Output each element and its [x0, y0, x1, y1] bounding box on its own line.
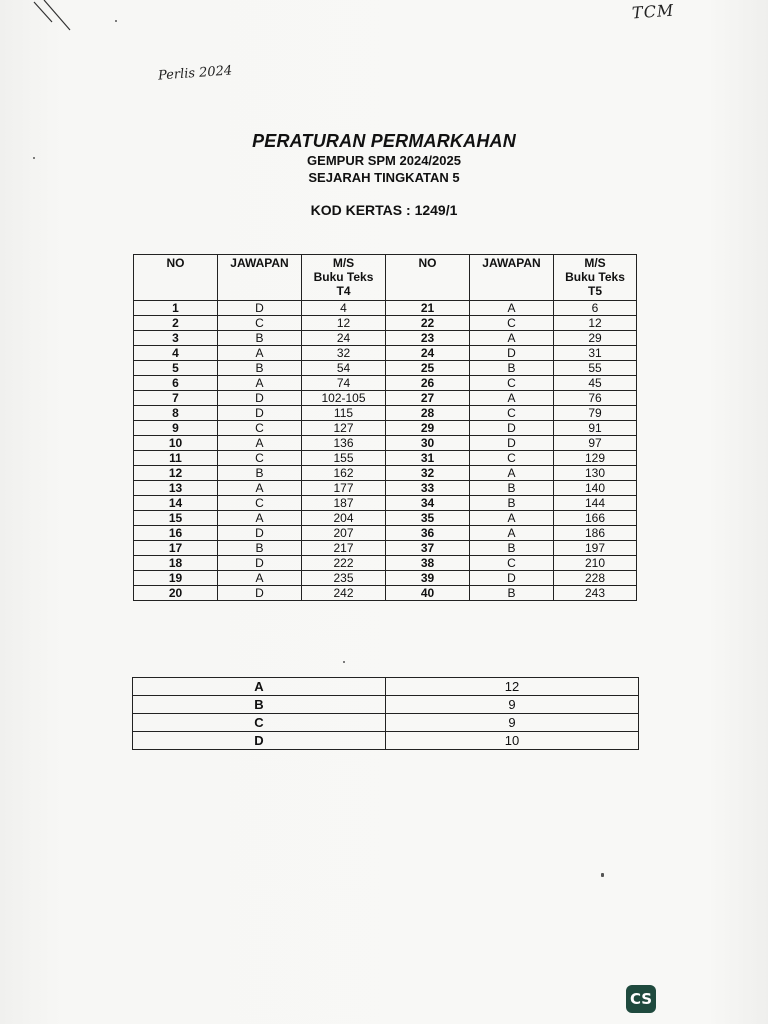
answer-letter: B	[218, 466, 302, 481]
handwritten-initials: TCM	[631, 0, 675, 23]
question-no: 3	[134, 331, 218, 346]
question-no: 7	[134, 391, 218, 406]
answer-row	[134, 361, 637, 376]
speck	[33, 157, 35, 159]
answer-row	[134, 556, 637, 571]
answer-option: A	[133, 678, 386, 696]
answer-row	[134, 511, 637, 526]
answer-letter: C	[470, 406, 554, 421]
answer-letter: A	[218, 571, 302, 586]
textbook-page-t4: 155	[302, 451, 386, 466]
answer-letter: D	[218, 301, 302, 316]
answer-row	[134, 376, 637, 391]
textbook-page-t4: 115	[302, 406, 386, 421]
pen-mark-scribble	[30, 0, 80, 34]
answer-count-table	[132, 677, 639, 750]
textbook-page-t4: 24	[302, 331, 386, 346]
question-no: 10	[134, 436, 218, 451]
textbook-page-t5: 197	[554, 541, 637, 556]
question-no: 13	[134, 481, 218, 496]
answer-table-header-row	[134, 255, 637, 301]
answer-letter: D	[218, 556, 302, 571]
textbook-page-t5: 31	[554, 346, 637, 361]
question-no: 36	[386, 526, 470, 541]
speck	[343, 661, 345, 663]
answer-letter: A	[470, 391, 554, 406]
answer-letter: D	[218, 586, 302, 601]
question-no: 27	[386, 391, 470, 406]
header-page-t4: M/S Buku Teks T4	[302, 255, 386, 301]
answer-letter: B	[470, 586, 554, 601]
answer-count: 10	[386, 732, 639, 750]
textbook-page-t4: 207	[302, 526, 386, 541]
handwritten-note: Perlis 2024	[157, 63, 233, 84]
textbook-page-t5: 79	[554, 406, 637, 421]
answer-letter: A	[218, 346, 302, 361]
textbook-page-t5: 166	[554, 511, 637, 526]
question-no: 9	[134, 421, 218, 436]
answer-letter: A	[470, 511, 554, 526]
paper-code: KOD KERTAS : 1249/1	[310, 202, 458, 218]
textbook-page-t4: 102-105	[302, 391, 386, 406]
answer-letter: B	[218, 541, 302, 556]
header-jawapan-2: JAWAPAN	[470, 255, 554, 301]
count-row	[133, 678, 639, 696]
textbook-page-t5: 228	[554, 571, 637, 586]
header-page-t5: M/S Buku Teks T5	[554, 255, 637, 301]
answer-letter: A	[218, 376, 302, 391]
answer-letter: D	[470, 346, 554, 361]
question-no: 12	[134, 466, 218, 481]
answer-letter: B	[470, 496, 554, 511]
answer-row	[134, 406, 637, 421]
question-no: 28	[386, 406, 470, 421]
answer-letter: D	[470, 571, 554, 586]
textbook-page-t4: 162	[302, 466, 386, 481]
answer-letter: B	[218, 331, 302, 346]
textbook-page-t5: 129	[554, 451, 637, 466]
textbook-page-t5: 140	[554, 481, 637, 496]
question-no: 34	[386, 496, 470, 511]
answer-letter: A	[218, 481, 302, 496]
question-no: 30	[386, 436, 470, 451]
question-no: 25	[386, 361, 470, 376]
answer-letter: B	[470, 361, 554, 376]
answer-letter: A	[470, 526, 554, 541]
question-no: 18	[134, 556, 218, 571]
textbook-page-t5: 144	[554, 496, 637, 511]
answer-letter: A	[470, 301, 554, 316]
answer-letter: C	[218, 421, 302, 436]
textbook-page-t4: 127	[302, 421, 386, 436]
count-row	[133, 696, 639, 714]
camscanner-logo: CS	[626, 985, 656, 1013]
textbook-page-t5: 76	[554, 391, 637, 406]
question-no: 14	[134, 496, 218, 511]
textbook-page-t5: 243	[554, 586, 637, 601]
answer-letter: C	[470, 556, 554, 571]
question-no: 17	[134, 541, 218, 556]
question-no: 6	[134, 376, 218, 391]
answer-row	[134, 466, 637, 481]
textbook-page-t5: 45	[554, 376, 637, 391]
answer-letter: A	[218, 436, 302, 451]
textbook-page-t5: 6	[554, 301, 637, 316]
textbook-page-t5: 29	[554, 331, 637, 346]
textbook-page-t4: 204	[302, 511, 386, 526]
count-row	[133, 714, 639, 732]
answer-option: B	[133, 696, 386, 714]
answer-letter: C	[218, 316, 302, 331]
textbook-page-t4: 74	[302, 376, 386, 391]
question-no: 4	[134, 346, 218, 361]
answer-count: 9	[386, 714, 639, 732]
question-no: 39	[386, 571, 470, 586]
answer-letter: C	[218, 496, 302, 511]
question-no: 33	[386, 481, 470, 496]
answer-row	[134, 541, 637, 556]
document-subtitle-exam: GEMPUR SPM 2024/2025	[307, 153, 461, 168]
textbook-page-t4: 32	[302, 346, 386, 361]
textbook-page-t5: 130	[554, 466, 637, 481]
textbook-page-t4: 54	[302, 361, 386, 376]
question-no: 20	[134, 586, 218, 601]
answer-letter: D	[218, 391, 302, 406]
textbook-page-t5: 91	[554, 421, 637, 436]
question-no: 35	[386, 511, 470, 526]
question-no: 22	[386, 316, 470, 331]
question-no: 19	[134, 571, 218, 586]
question-no: 24	[386, 346, 470, 361]
textbook-page-t4: 217	[302, 541, 386, 556]
question-no: 40	[386, 586, 470, 601]
answer-letter: D	[218, 406, 302, 421]
answer-letter: A	[470, 331, 554, 346]
question-no: 37	[386, 541, 470, 556]
answer-row	[134, 496, 637, 511]
answer-count: 9	[386, 696, 639, 714]
answer-letter: C	[470, 451, 554, 466]
textbook-page-t5: 12	[554, 316, 637, 331]
question-no: 21	[386, 301, 470, 316]
answer-row	[134, 586, 637, 601]
answer-row	[134, 436, 637, 451]
answer-letter: C	[470, 376, 554, 391]
textbook-page-t4: 235	[302, 571, 386, 586]
answer-key-table	[133, 254, 637, 601]
answer-count: 12	[386, 678, 639, 696]
answer-letter: C	[218, 451, 302, 466]
question-no: 2	[134, 316, 218, 331]
answer-letter: D	[218, 526, 302, 541]
answer-letter: C	[470, 316, 554, 331]
textbook-page-t4: 177	[302, 481, 386, 496]
answer-letter: D	[470, 421, 554, 436]
textbook-page-t4: 187	[302, 496, 386, 511]
textbook-page-t4: 222	[302, 556, 386, 571]
textbook-page-t4: 136	[302, 436, 386, 451]
answer-row	[134, 571, 637, 586]
answer-row	[134, 451, 637, 466]
answer-row	[134, 526, 637, 541]
header-no-2: NO	[386, 255, 470, 301]
question-no: 16	[134, 526, 218, 541]
question-no: 8	[134, 406, 218, 421]
answer-letter: B	[470, 481, 554, 496]
question-no: 1	[134, 301, 218, 316]
answer-letter: A	[470, 466, 554, 481]
question-no: 23	[386, 331, 470, 346]
speck	[115, 20, 117, 22]
document-title: PERATURAN PERMARKAHAN	[252, 131, 516, 151]
answer-row	[134, 346, 637, 361]
answer-row	[134, 421, 637, 436]
count-row	[133, 732, 639, 750]
speck	[601, 873, 604, 877]
textbook-page-t5: 186	[554, 526, 637, 541]
answer-letter: B	[470, 541, 554, 556]
answer-row	[134, 316, 637, 331]
answer-row	[134, 301, 637, 316]
question-no: 32	[386, 466, 470, 481]
document-subtitle-subject: SEJARAH TINGKATAN 5	[308, 170, 460, 185]
question-no: 15	[134, 511, 218, 526]
answer-letter: B	[218, 361, 302, 376]
textbook-page-t5: 97	[554, 436, 637, 451]
textbook-page-t4: 4	[302, 301, 386, 316]
header-jawapan: JAWAPAN	[218, 255, 302, 301]
answer-row	[134, 391, 637, 406]
answer-letter: A	[218, 511, 302, 526]
textbook-page-t4: 12	[302, 316, 386, 331]
answer-row	[134, 481, 637, 496]
header-no: NO	[134, 255, 218, 301]
textbook-page-t5: 55	[554, 361, 637, 376]
question-no: 11	[134, 451, 218, 466]
textbook-page-t5: 210	[554, 556, 637, 571]
question-no: 31	[386, 451, 470, 466]
answer-option: D	[133, 732, 386, 750]
question-no: 38	[386, 556, 470, 571]
answer-row	[134, 331, 637, 346]
answer-option: C	[133, 714, 386, 732]
question-no: 29	[386, 421, 470, 436]
answer-letter: D	[470, 436, 554, 451]
question-no: 5	[134, 361, 218, 376]
question-no: 26	[386, 376, 470, 391]
textbook-page-t4: 242	[302, 586, 386, 601]
